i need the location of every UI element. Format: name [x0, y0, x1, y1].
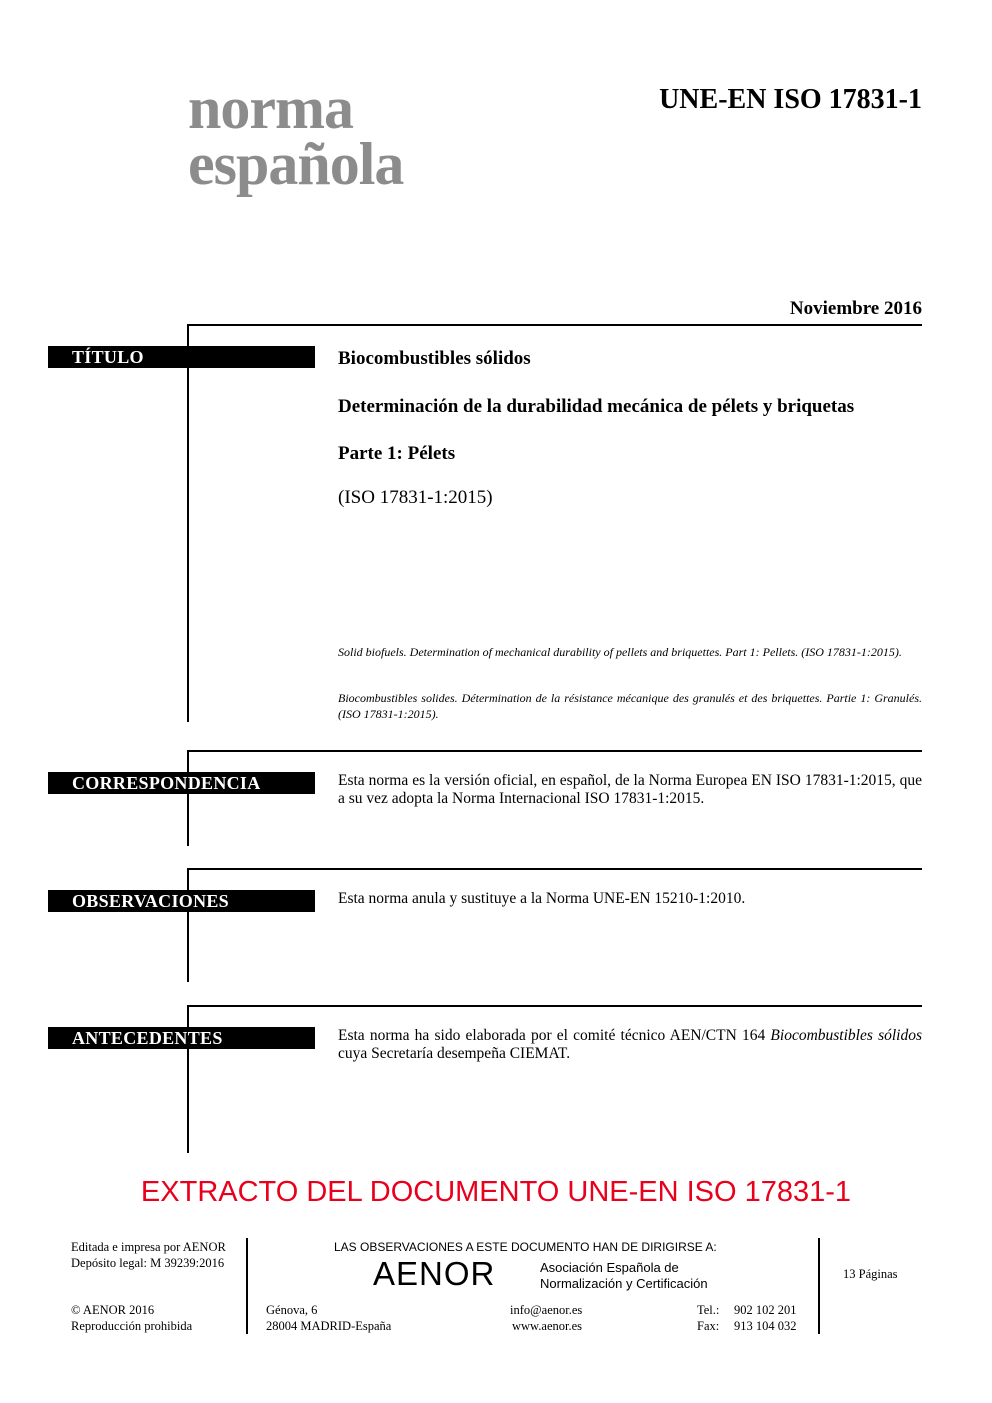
tel-label: Tel.: [697, 1303, 720, 1317]
brand-title [188, 75, 404, 197]
fax-label: Fax: [697, 1319, 720, 1333]
org-name [540, 1260, 708, 1292]
brand-line-1: norma [188, 75, 353, 141]
publication-date: Noviembre 2016 [789, 298, 922, 319]
extract-notice: EXTRACTO DEL DOCUMENTO UNE-EN ISO 17831-1 [140, 1176, 852, 1208]
legal-deposit: Depósito legal: M 39239:2016 [71, 1256, 225, 1270]
footer-phone-labels [697, 1302, 719, 1334]
org-name-line-1: Asociación Española de [540, 1260, 679, 1275]
section-divider [188, 868, 922, 870]
fax-number: 913 104 032 [734, 1319, 797, 1333]
label-correspondencia: CORRESPONDENCIA [48, 772, 315, 794]
label-antecedentes: ANTECEDENTES [48, 1027, 315, 1049]
footer-publisher [71, 1239, 226, 1271]
tel-number: 902 102 201 [734, 1303, 797, 1317]
address-street: Génova, 6 [266, 1303, 318, 1317]
footer-phone-values [734, 1302, 797, 1334]
standard-code: UNE-EN ISO 17831-1 [659, 84, 922, 115]
footer-separator [246, 1238, 248, 1334]
reproduction-notice: Reproducción prohibida [71, 1319, 193, 1333]
french-title: Biocombustibles solides. Détermination de la résistance mécanique des granulés et des briquettes. Partie 1: Granulés. (ISO 17831-1:2015). [338, 691, 922, 721]
section-rule [187, 868, 189, 982]
edited-by: Editada e impresa por AENOR [71, 1240, 226, 1254]
email-link[interactable]: info@aenor.es [510, 1303, 583, 1317]
label-observaciones: OBSERVACIONES [48, 890, 315, 912]
english-title: Solid biofuels. Determination of mechanical durability of pellets and briquettes. Part 1: Pellets. (ISO 17831-1:2015). [338, 645, 902, 659]
footer-copyright [71, 1302, 192, 1334]
antecedentes-text [338, 1027, 922, 1063]
antecedentes-text-start: Esta norma ha sido elaborada por el comité técnico AEN/CTN 164 [338, 1027, 771, 1044]
section-rule [187, 750, 189, 846]
observaciones-text: Esta norma anula y sustituye a la Norma UNE-EN 15210-1:2010. [338, 890, 746, 907]
committee-name: Biocombustibles sólidos [770, 1027, 922, 1044]
section-rule [187, 324, 189, 722]
website-link[interactable]: www.aenor.es [512, 1319, 583, 1333]
correspondencia-text: Esta norma es la versión oficial, en español, de la Norma Europea EN ISO 17831-1:2015, que a su vez adopta la Norma Internacional ISO 17831-1:2015. [338, 772, 922, 807]
address-city: 28004 MADRID-España [266, 1319, 392, 1333]
footer-contact-web [510, 1302, 582, 1334]
section-divider [188, 324, 922, 326]
titulo-content [338, 346, 922, 507]
iso-reference: (ISO 17831-1:2015) [338, 487, 493, 508]
observations-notice: LAS OBSERVACIONES A ESTE DOCUMENTO HAN DE DIRIGIRSE A: [334, 1240, 717, 1254]
section-divider [188, 1005, 922, 1007]
antecedentes-text-end: cuya Secretaría desempeña CIEMAT. [338, 1045, 571, 1062]
title-line-3: Parte 1: Pélets [338, 443, 456, 464]
footer-address [266, 1302, 391, 1334]
title-line-1: Biocombustibles sólidos [338, 348, 531, 369]
label-titulo: TÍTULO [48, 346, 315, 368]
section-divider [188, 750, 922, 752]
org-name-line-2: Normalización y Certificación [540, 1276, 708, 1291]
brand-line-2: española [188, 131, 404, 197]
footer-separator [818, 1238, 820, 1334]
title-line-2: Determinación de la durabilidad mecánica de pélets y briquetas [338, 396, 855, 417]
page-count: 13 Páginas [843, 1267, 898, 1281]
copyright: © AENOR 2016 [71, 1303, 155, 1317]
aenor-logo: AENOR [373, 1255, 496, 1292]
